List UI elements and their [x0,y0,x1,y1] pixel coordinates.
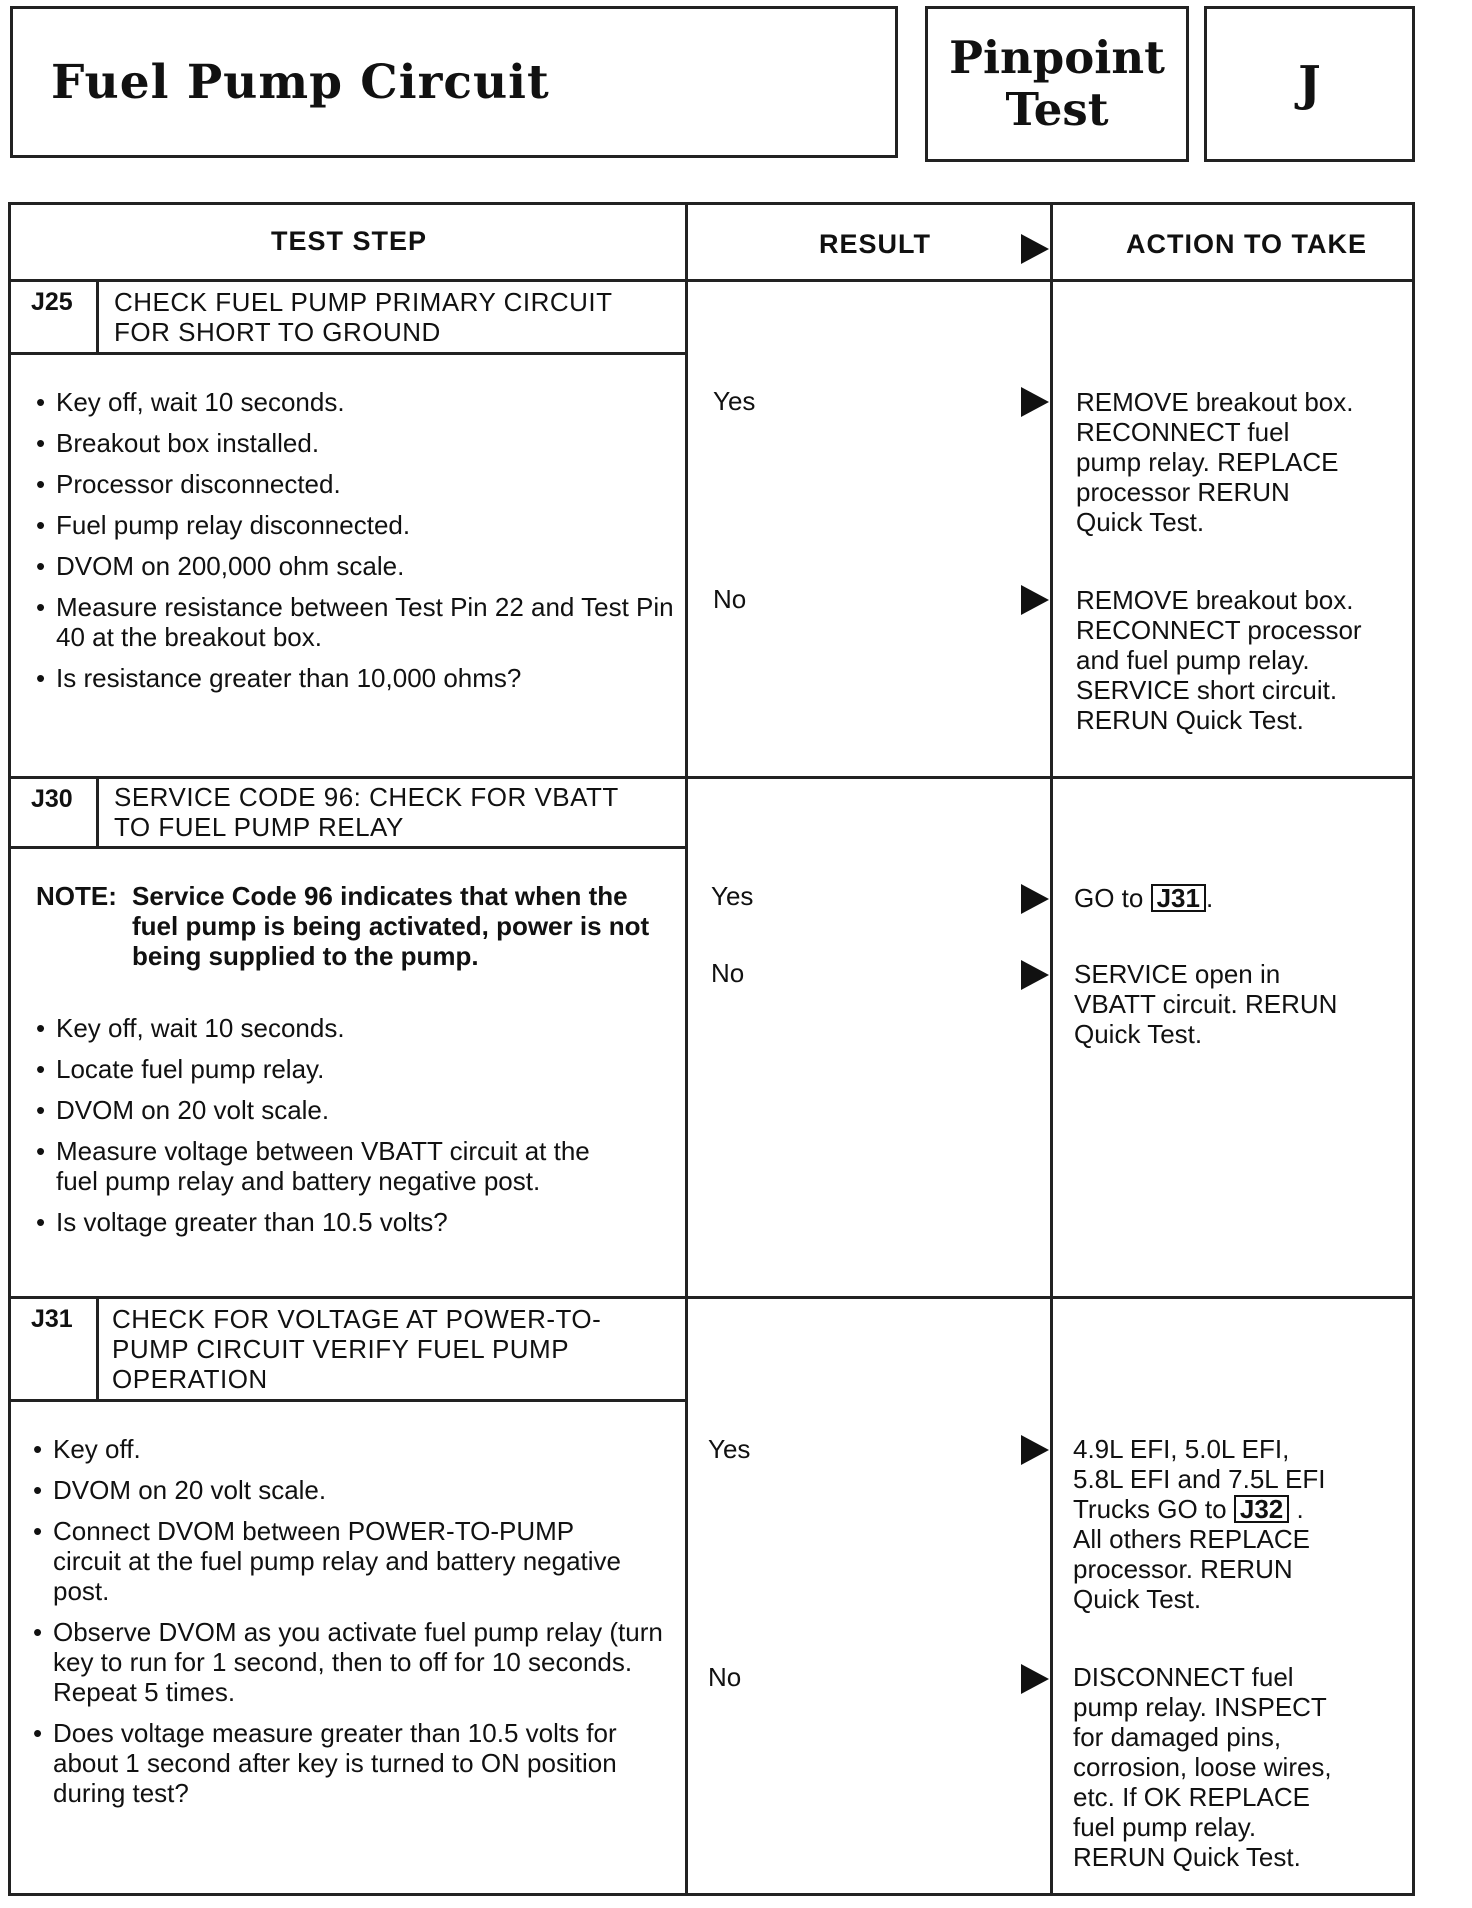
result-label-j30-no: No [711,958,745,988]
list-item: • Measure voltage between VBATT circuit at the fuel pump relay and battery negative post. [36,1136,616,1196]
step-id-j31: J31 [31,1305,73,1333]
result-label-j31-yes: Yes [708,1434,751,1464]
action-line: for damaged pins, [1073,1722,1282,1752]
list-item: • Fuel pump relay disconnected. [36,510,676,540]
step-title-j25-line1: CHECK FUEL PUMP PRIMARY CIRCUIT [114,287,613,317]
action-text: . [1205,883,1214,913]
list-item: • DVOM on 20 volt scale. [36,1095,676,1125]
step-id-j25: J25 [31,288,73,316]
divider-j31-id [96,1296,99,1401]
test-letter [1204,6,1415,162]
divider-col1 [685,205,688,1893]
action-j31-yes [1073,1434,1325,1614]
action-line [1073,1494,1325,1524]
arrow-icon [1021,884,1049,914]
result-label-j31-no: No [708,1662,742,1692]
list-item: • Locate fuel pump relay. [36,1054,676,1084]
action-line: REMOVE breakout box. [1076,387,1354,417]
arrow-icon [1021,960,1049,990]
pinpoint-test-label [925,6,1189,162]
action-line: Quick Test. [1076,507,1205,537]
action-line: RERUN Quick Test. [1073,1842,1301,1872]
action-text: Trucks GO to [1073,1494,1227,1524]
note-text: Service Code 96 indicates that when the fuel pump is being activated, power is not being supplied to the pump. [132,881,650,971]
list-item: • Is voltage greater than 10.5 volts? [36,1207,676,1237]
action-j31-no [1073,1662,1332,1872]
action-line: RECONNECT fuel [1076,417,1290,447]
list-item: • Does voltage measure greater than 10.5 volts for about 1 second after key is turned to ON position during test? [33,1718,675,1808]
divider-j25-title [11,352,688,355]
page-title-text: Fuel Pump Circuit [51,54,550,110]
list-item: • Measure resistance between Test Pin 22 and Test Pin 40 at the breakout box. [36,592,676,652]
step-title-j31 [112,1304,601,1394]
action-j25-yes [1076,387,1353,537]
action-line: REMOVE breakout box. [1076,585,1354,615]
action-line: All others REPLACE [1073,1524,1310,1554]
step-title-j31-line3: OPERATION [112,1364,268,1394]
step-title-j30-line1: SERVICE CODE 96: CHECK FOR VBATT [114,782,619,812]
step-title-j31-line2: PUMP CIRCUIT VERIFY FUEL PUMP [112,1334,570,1364]
list-item: • Key off, wait 10 seconds. [36,387,676,417]
action-line: Quick Test. [1074,1019,1203,1049]
result-arrow-icon [1021,234,1049,264]
list-item: • Is resistance greater than 10,000 ohms? [36,663,676,693]
step-bullets-j25 [36,387,676,704]
list-item: • Key off. [33,1434,675,1464]
action-line: and fuel pump relay. [1076,645,1310,675]
arrow-icon [1021,585,1049,615]
col-header-action: ACTION TO TAKE [1126,229,1367,259]
page-title [10,6,898,158]
list-item: • Key off, wait 10 seconds. [36,1013,676,1043]
note-j30 [36,881,676,1006]
divider-row1 [11,776,1412,779]
arrow-icon [1021,1664,1049,1694]
list-item: • Breakout box installed. [36,428,676,458]
step-bullets-j30 [36,1013,676,1248]
arrow-icon [1021,387,1049,417]
pinpoint-line-2: Test [1005,83,1109,136]
list-item: • Observe DVOM as you activate fuel pump relay (turn key to run for 1 second, then to off for 10 seconds. Repeat 5 times. [33,1617,675,1707]
step-id-j30: J30 [31,785,73,813]
col-header-result: RESULT [819,229,931,259]
action-line: processor. RERUN [1073,1554,1293,1584]
note-label: NOTE: [36,881,117,911]
action-line: 4.9L EFI, 5.0L EFI, [1073,1434,1290,1464]
action-line: Quick Test. [1073,1584,1202,1614]
step-title-j30-line2: TO FUEL PUMP RELAY [114,812,404,842]
col-header-test-step: TEST STEP [271,226,428,256]
action-j25-no [1076,585,1362,735]
action-line: corrosion, loose wires, [1073,1752,1332,1782]
action-line: RERUN Quick Test. [1076,705,1304,735]
action-j30-no [1074,959,1337,1049]
action-line: SERVICE open in [1074,959,1281,989]
action-text: . [1296,1494,1304,1524]
step-title-j30 [114,782,619,842]
list-item: • DVOM on 200,000 ohm scale. [36,551,676,581]
step-title-j31-line1: CHECK FOR VOLTAGE AT POWER-TO- [112,1304,602,1334]
action-j30-yes [1074,883,1213,913]
list-item: • DVOM on 20 volt scale. [33,1475,675,1505]
result-label-j25-no: No [713,584,747,614]
list-item: • Connect DVOM between POWER-TO-PUMP circuit at the fuel pump relay and battery negative post. [33,1516,643,1606]
divider-j30-id [96,776,99,848]
divider-j31-title [11,1399,688,1402]
pinpoint-table [8,202,1415,1896]
arrow-icon [1021,1435,1049,1465]
step-ref-j31[interactable]: J31 [1151,884,1206,912]
step-title-j25 [114,287,613,347]
action-text: GO to [1074,883,1144,913]
action-line: SERVICE short circuit. [1076,675,1338,705]
action-line: 5.8L EFI and 7.5L EFI [1073,1464,1326,1494]
action-line: fuel pump relay. [1073,1812,1257,1842]
test-letter-text: J [1298,56,1321,112]
action-line: VBATT circuit. RERUN [1074,989,1338,1019]
action-line: DISCONNECT fuel [1073,1662,1294,1692]
divider-row2 [11,1296,1412,1299]
action-line: processor RERUN [1076,477,1290,507]
pinpoint-line-1: Pinpoint [949,31,1165,84]
step-title-j25-line2: FOR SHORT TO GROUND [114,317,441,347]
divider-header [11,279,1412,282]
divider-j30-title [11,846,688,849]
result-label-j25-yes: Yes [713,386,756,416]
divider-col2 [1050,205,1053,1893]
step-ref-j32[interactable]: J32 [1234,1495,1289,1523]
action-line: pump relay. INSPECT [1073,1692,1327,1722]
divider-j25-id [96,279,99,354]
result-label-j30-yes: Yes [711,881,754,911]
action-line: RECONNECT processor [1076,615,1362,645]
step-bullets-j31 [33,1434,675,1819]
action-line: etc. If OK REPLACE [1073,1782,1310,1812]
action-line: pump relay. REPLACE [1076,447,1339,477]
list-item: • Processor disconnected. [36,469,676,499]
